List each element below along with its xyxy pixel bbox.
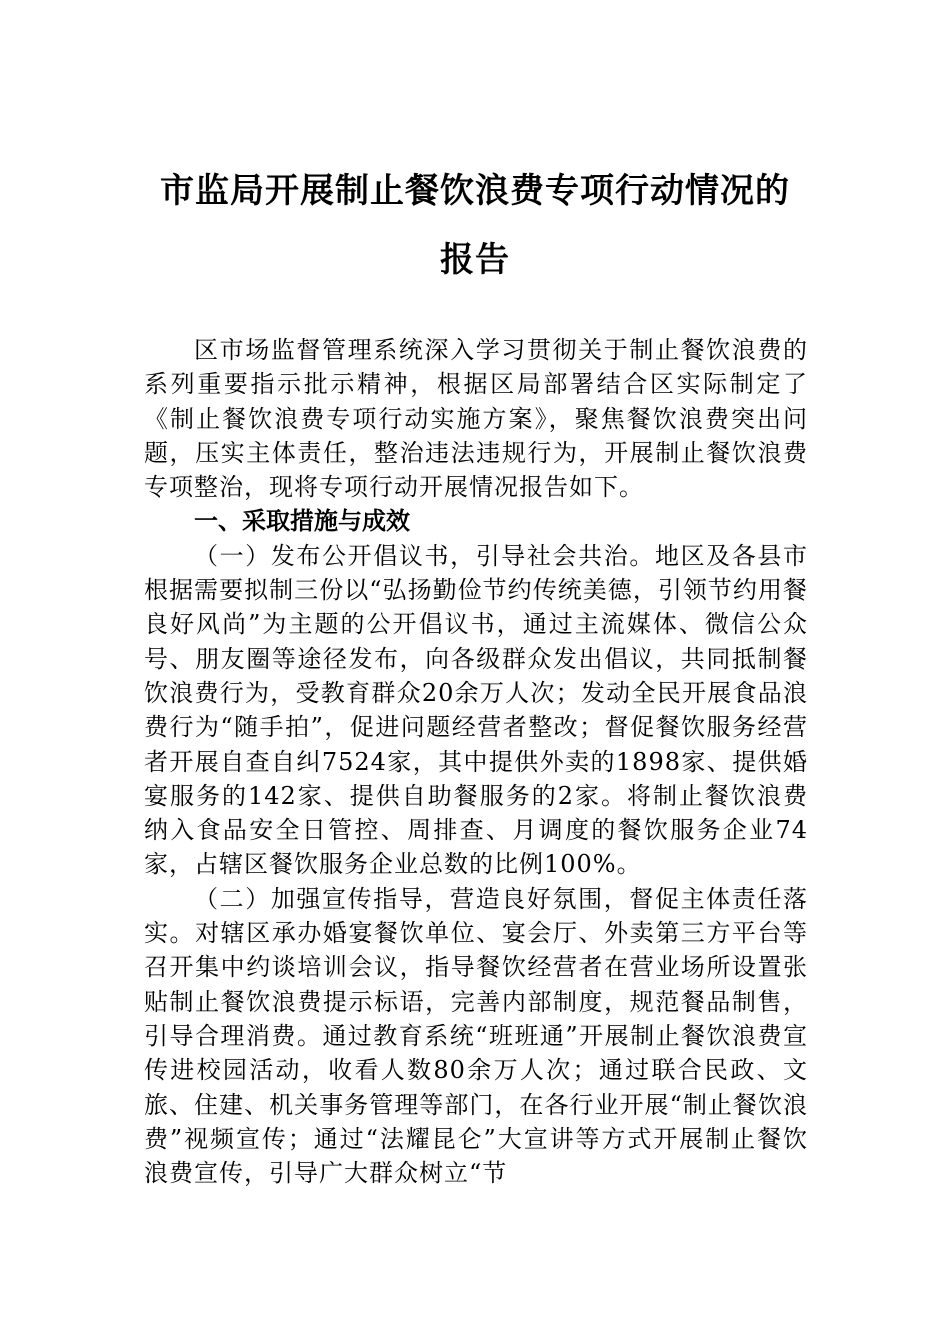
document-title-line-2: 报告: [440, 240, 510, 280]
item-2-paragraph: [144, 882, 808, 1191]
item-1-lead: （一）发布公开倡议书，引导社会共治。: [194, 541, 655, 570]
section-heading: 一、采取措施与成效: [194, 507, 410, 536]
item-1-body: 地区及各县市根据需要拟制三份以“弘扬勤俭节约传统美德，引领节约用餐良好风尚”为主题的公开倡议书，通过主流媒体、微信公众号、朋友圈等途径发布，向各级群众发出倡议，共同抵制餐饮浪费行为，受教育群众20余万人次；发动全民开展食品浪费行为“随手拍”，促进问题经营者整改；督促餐饮服务经营者开展自查自纠7524家，其中提供外卖的1898家、提供婚宴服务的142家、提供自助餐服务的2家。将制止餐饮浪费纳入食品安全日管控、周排查、月调度的餐饮服务企业74家，占辖区餐饮服务企业总数的比例100%。: [144, 541, 809, 879]
item-2-lead: （二）加强宣传指导，营造良好氛围，督促主体责任落实。: [144, 884, 808, 948]
document-body: [144, 333, 808, 1190]
document-title-line-1: 市监局开展制止餐饮浪费专项行动情况的: [160, 171, 790, 211]
intro-paragraph: 区市场监督管理系统深入学习贯彻关于制止餐饮浪费的系列重要指示批示精神，根据区局部署结合区实际制定了《制止餐饮浪费专项行动实施方案》，聚焦餐饮浪费突出问题，压实主体责任，整治违法违规行为，开展制止餐饮浪费专项整治，现将专项行动开展情况报告如下。: [144, 336, 808, 502]
item-2-body: 对辖区承办婚宴餐饮单位、宴会厅、外卖第三方平台等召开集中约谈培训会议，指导餐饮经营者在营业场所设置张贴制止餐饮浪费提示标语，完善内部制度，规范餐品制售，引导合理消费。通过教育系统“班班通”开展制止餐饮浪费宣传进校园活动，收看人数80余万人次；通过联合民政、文旅、住建、机关事务管理等部门，在各行业开展“制止餐饮浪费”视频宣传；通过“法耀昆仑”大宣讲等方式开展制止餐饮浪费宣传，引导广大群众树立“节: [144, 919, 809, 1188]
item-1-paragraph: [144, 539, 808, 882]
